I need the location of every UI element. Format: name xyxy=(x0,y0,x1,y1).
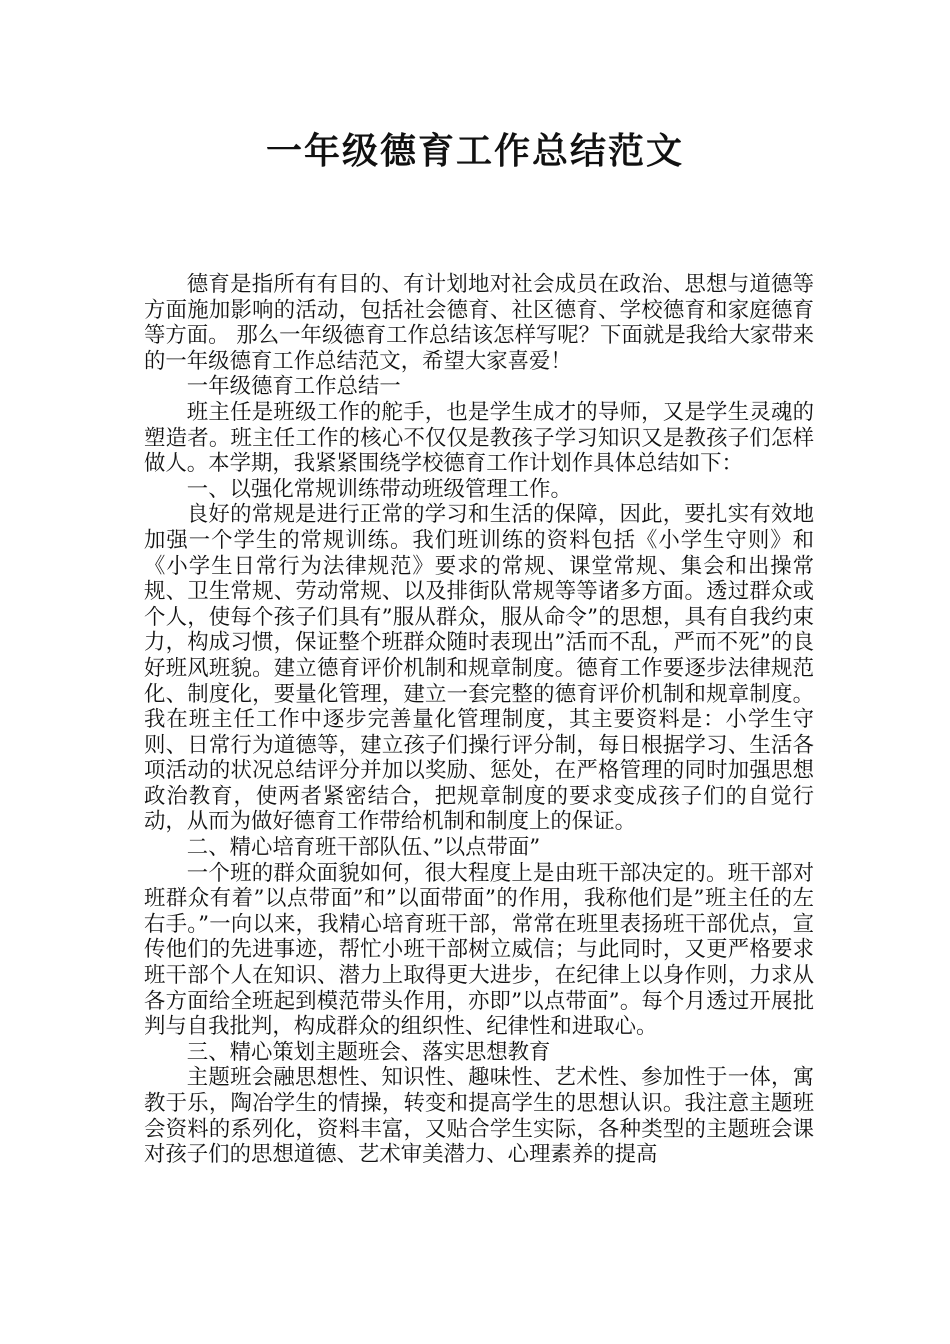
body-paragraph: 主题班会融思想性、知识性、趣味性、艺术性、参加性于一体，寓教于乐，陶冶学生的情操，转变和提高学生的思想认识。我注意主题班会资料的系列化，资料丰富，又贴合学生实际，各种类型的主题班会课对孩子们的思想道德、艺术审美潜力、心理素养的提高 xyxy=(144,1065,814,1168)
document-title: 一年级德育工作总结范文 xyxy=(265,131,684,172)
body-paragraph: 一个班的群众面貌如何，很大程度上是由班干部决定的。班干部对班群众有着”以点带面”和”以面带面”的作用，我称他们是”班主任的左右手。”一向以来，我精心培育班干部，常常在班里表扬班干部优点，宣传他们的先进事迹，帮忙小班干部树立威信；与此同时，又更严格要求班干部个人在知识、潜力上取得更大进步，在纪律上以身作则，力求从各方面给全班起到模范带头作用，亦即”以点带面”。每个月透过开展批判与自我批判，构成群众的组织性、纪律性和进取心。 xyxy=(144,860,814,1040)
intro-paragraph: 德育是指所有有目的、有计划地对社会成员在政治、思想与道德等方面施加影响的活动，包括社会德育、社区德育、学校德育和家庭德育等方面。 那么一年级德育工作总结该怎样写呢？下面就是我给大家带来的一年级德育工作总结范文，希望大家喜爱！ xyxy=(144,272,814,374)
section-heading-summary-one: 一年级德育工作总结一 xyxy=(186,374,401,400)
section-heading-one: 一、以强化常规训练带动班级管理工作。 xyxy=(186,476,572,502)
document-body xyxy=(144,272,814,1168)
section-heading-two: 二、精心培育班干部队伍、”以点带面” xyxy=(186,835,541,861)
body-paragraph: 班主任是班级工作的舵手，也是学生成才的导师，又是学生灵魂的塑造者。班主任工作的核心不仅仅是教孩子学习知识又是教孩子们怎样做人。本学期，我紧紧围绕学校德育工作计划作具体总结如下： xyxy=(144,399,814,477)
body-paragraph: 良好的常规是进行正常的学习和生活的保障，因此，要扎实有效地加强一个学生的常规训练。我们班训练的资料包括《小学生守则》和《小学生日常行为法律规范》要求的常规、课堂常规、集会和出操常规、卫生常规、劳动常规、以及排街队常规等等诸多方面。透过群众或个人，使每个孩子们具有”服从群众，服从命令”的思想，具有自我约束力，构成习惯，保证整个班群众随时表现出”活而不乱，严而不死”的良好班风班貌。建立德育评价机制和规章制度。德育工作要逐步法律规范化、制度化，要量化管理，建立一套完整的德育评价机制和规章制度。我在班主任工作中逐步完善量化管理制度，其主要资料是：小学生守则、日常行为道德等，建立孩子们操行评分制，每日根据学习、生活各项活动的状况总结评分并加以奖励、惩处，在严格管理的同时加强思想政治教育，使两者紧密结合，把规章制度的要求变成孩子们的自觉行动，从而为做好德育工作带给机制和制度上的保证。 xyxy=(144,502,814,835)
section-heading-three: 三、精心策划主题班会、落实思想教育 xyxy=(186,1039,551,1065)
